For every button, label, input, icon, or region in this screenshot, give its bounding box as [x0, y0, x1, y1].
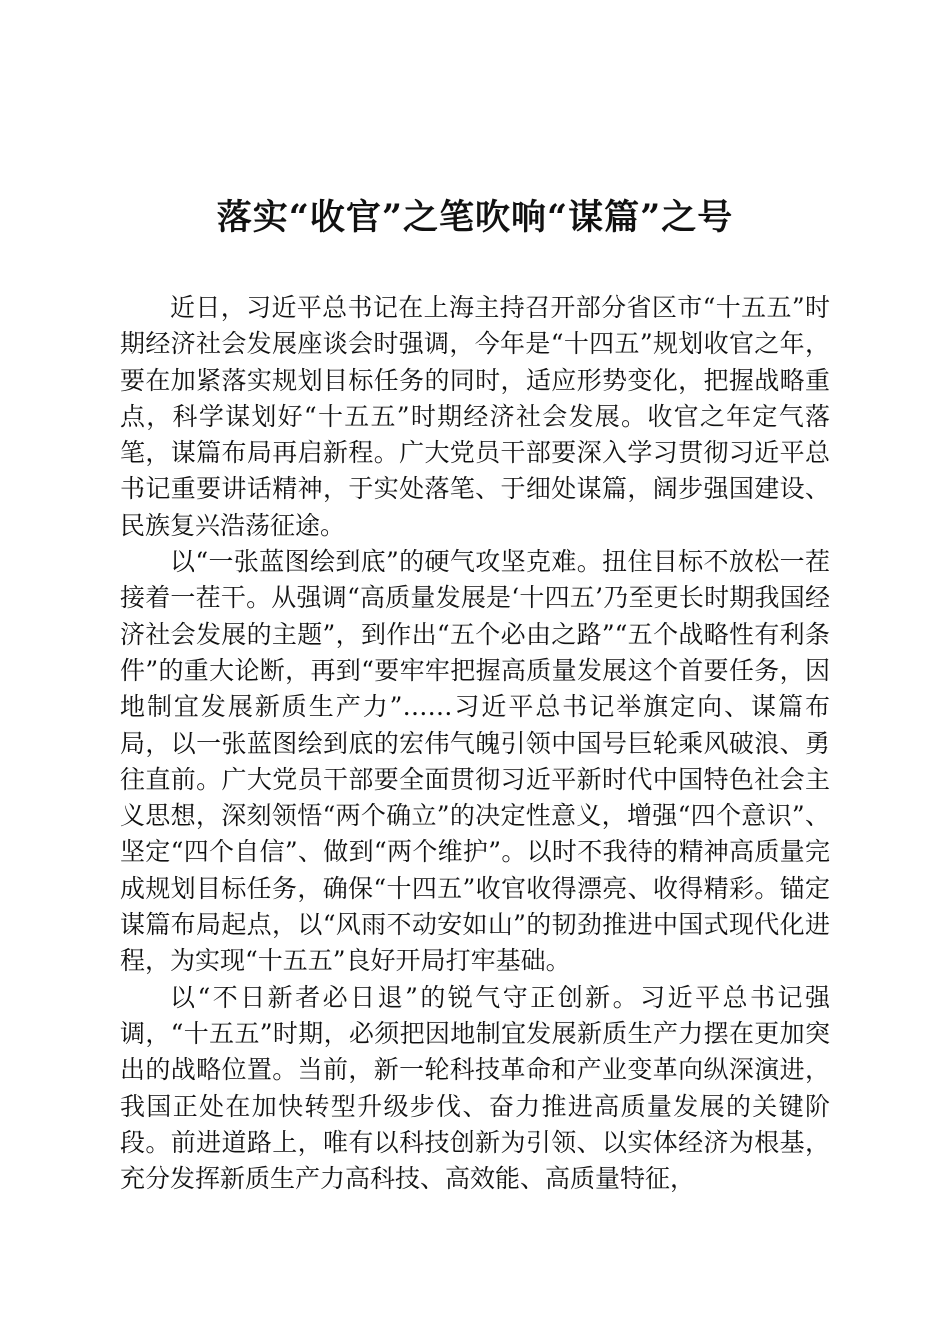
paragraph-1: 近日，习近平总书记在上海主持召开部分省区市“十五五”时期经济社会发展座谈会时强调，今年是“十四五”规划收官之年，要在加紧落实规划目标任务的同时，适应形势变化，把握战略重点，科学谋划好“十五五”时期经济社会发展。收官之年定气落笔，谋篇布局再启新程。广大党员干部要深入学习贯彻习近平总书记重要讲话精神，于实处落笔、于细处谋篇，阔步强国建设、民族复兴浩荡征途。 — [120, 293, 830, 540]
paragraph-2: 以“一张蓝图绘到底”的硬气攻坚克难。扭住目标不放松一茬接着一茬干。从强调“高质量发展是‘十四五’乃至更长时期我国经济社会发展的主题”，到作出“五个必由之路”“五个战略性有利条件”的重大论断，再到“要牢牢把握高质量发展这个首要任务，因地制宜发展新质生产力”……习近平总书记举旗定向、谋篇布局，以一张蓝图绘到底的宏伟气魄引领中国号巨轮乘风破浪、勇往直前。广大党员干部要全面贯彻习近平新时代中国特色社会主义思想，深刻领悟“两个确立”的决定性意义，增强“四个意识”、坚定“四个自信”、做到“两个维护”。以时不我待的精神高质量完成规划目标任务，确保“十四五”收官收得漂亮、收得精彩。锚定谋篇布局起点，以“风雨不动安如山”的韧劲推进中国式现代化进程，为实现“十五五”良好开局打牢基础。 — [120, 547, 830, 976]
document-body — [120, 290, 830, 1197]
paragraph-3: 以“不日新者必日退”的锐气守正创新。习近平总书记强调，“十五五”时期，必须把因地制宜发展新质生产力摆在更加突出的战略位置。当前，新一轮科技革命和产业变革向纵深演进，我国正处在加快转型升级步伐、奋力推进高质量发展的关键阶段。前进道路上，唯有以科技创新为引领、以实体经济为根基，充分发挥新质生产力高科技、高效能、高质量特征， — [120, 982, 830, 1194]
document-title: 落实“收官”之笔吹响“谋篇”之号 — [216, 197, 734, 238]
